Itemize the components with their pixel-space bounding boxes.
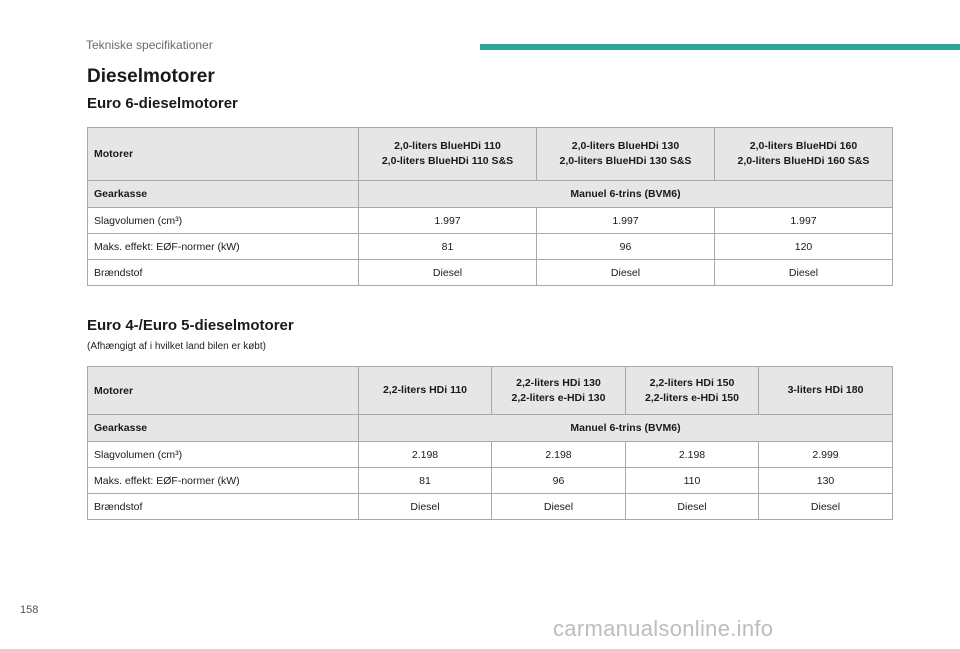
- euro45-spec-table: [87, 366, 893, 520]
- table-cell: 110: [626, 468, 759, 494]
- table-cell: 130: [759, 468, 893, 494]
- table-row: [88, 468, 893, 494]
- gearbox-value: Manuel 6-trins (BVM6): [359, 181, 893, 208]
- table-row: [88, 128, 893, 181]
- row-label-fuel: Brændstof: [88, 494, 359, 520]
- euro45-heading: Euro 4-/Euro 5-dieselmotorer: [87, 317, 294, 334]
- table-cell: Diesel: [537, 260, 715, 286]
- row-label-power: Maks. effekt: EØF-normer (kW): [88, 468, 359, 494]
- row-label-displacement: Slagvolumen (cm³): [88, 208, 359, 234]
- engine-header: 2,2-liters HDi 150 2,2-liters e-HDi 150: [626, 367, 759, 415]
- euro6-spec-table: [87, 127, 893, 286]
- row-label-fuel: Brændstof: [88, 260, 359, 286]
- table-row: [88, 367, 893, 415]
- page-title: Dieselmotorer: [87, 66, 215, 87]
- row-label-gearbox: Gearkasse: [88, 415, 359, 442]
- row-label-gearbox: Gearkasse: [88, 181, 359, 208]
- table-cell: 81: [359, 468, 492, 494]
- row-label-displacement: Slagvolumen (cm³): [88, 442, 359, 468]
- gearbox-value: Manuel 6-trins (BVM6): [359, 415, 893, 442]
- table-cell: 120: [715, 234, 893, 260]
- table-cell: 2.999: [759, 442, 893, 468]
- header-accent-bar: [480, 44, 960, 50]
- engine-header: 2,0-liters BlueHDi 160 2,0-liters BlueHDi 160 S&S: [715, 128, 893, 181]
- table-cell: Diesel: [759, 494, 893, 520]
- euro6-heading: Euro 6-dieselmotorer: [87, 95, 238, 112]
- table-cell: 96: [537, 234, 715, 260]
- table-row: [88, 260, 893, 286]
- page-number: 158: [20, 604, 39, 616]
- table-cell: Diesel: [359, 260, 537, 286]
- table-row: [88, 442, 893, 468]
- engine-header: 2,2-liters HDi 110: [359, 367, 492, 415]
- row-label-motor: Motorer: [88, 367, 359, 415]
- table-cell: 2.198: [626, 442, 759, 468]
- table-cell: 1.997: [715, 208, 893, 234]
- table-row: [88, 415, 893, 442]
- table-cell: 1.997: [359, 208, 537, 234]
- watermark: carmanualsonline.info: [553, 616, 774, 641]
- row-label-motor: Motorer: [88, 128, 359, 181]
- table-cell: Diesel: [626, 494, 759, 520]
- row-label-power: Maks. effekt: EØF-normer (kW): [88, 234, 359, 260]
- table-row: [88, 208, 893, 234]
- table-cell: 1.997: [537, 208, 715, 234]
- table-cell: 81: [359, 234, 537, 260]
- table-cell: 2.198: [359, 442, 492, 468]
- table-row: [88, 181, 893, 208]
- engine-header: 2,2-liters HDi 130 2,2-liters e-HDi 130: [492, 367, 626, 415]
- euro45-note: (Afhængigt af i hvilket land bilen er købt): [87, 341, 266, 352]
- section-title: Tekniske specifikationer: [86, 38, 213, 52]
- table-cell: Diesel: [715, 260, 893, 286]
- table-cell: 96: [492, 468, 626, 494]
- table-cell: Diesel: [359, 494, 492, 520]
- table-cell: 2.198: [492, 442, 626, 468]
- engine-header: 3-liters HDi 180: [759, 367, 893, 415]
- engine-header: 2,0-liters BlueHDi 110 2,0-liters BlueHDi 110 S&S: [359, 128, 537, 181]
- table-cell: Diesel: [492, 494, 626, 520]
- engine-header: 2,0-liters BlueHDi 130 2,0-liters BlueHDi 130 S&S: [537, 128, 715, 181]
- table-row: [88, 494, 893, 520]
- table-row: [88, 234, 893, 260]
